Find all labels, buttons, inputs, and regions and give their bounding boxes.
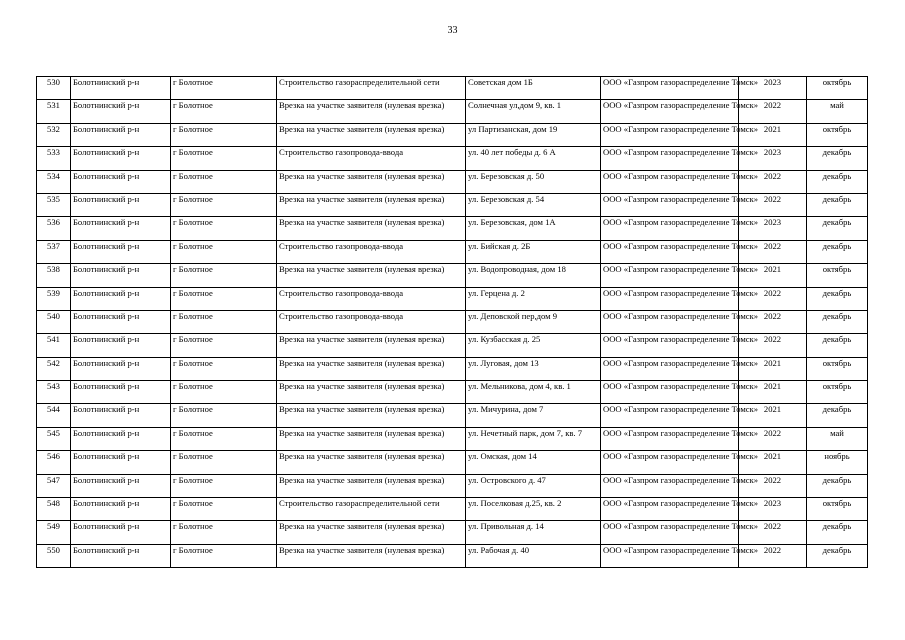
organization-cell: ООО «Газпром газораспределение Томск» <box>601 147 739 170</box>
district-cell: Болотнинский р-н <box>71 217 171 240</box>
organization-cell: ООО «Газпром газораспределение Томск» <box>601 77 739 100</box>
month-cell: декабрь <box>807 287 868 310</box>
month-cell: май <box>807 100 868 123</box>
month-cell: октябрь <box>807 357 868 380</box>
table-row <box>37 147 868 170</box>
row-number-cell: 532 <box>37 123 71 146</box>
row-number-cell: 544 <box>37 404 71 427</box>
city-cell: г Болотное <box>171 77 277 100</box>
city-cell: г Болотное <box>171 381 277 404</box>
organization-cell: ООО «Газпром газораспределение Томск» <box>601 404 739 427</box>
row-number-cell: 537 <box>37 240 71 263</box>
work-type-cell: Врезка на участке заявителя (нулевая врезка) <box>277 427 466 450</box>
month-cell: октябрь <box>807 381 868 404</box>
work-type-cell: Строительство газопровода-ввода <box>277 147 466 170</box>
district-cell: Болотнинский р-н <box>71 77 171 100</box>
row-number-cell: 547 <box>37 474 71 497</box>
month-cell: декабрь <box>807 193 868 216</box>
address-cell: ул. Кузбасская д. 25 <box>466 334 601 357</box>
year-cell: 2021 <box>739 357 807 380</box>
table-row <box>37 427 868 450</box>
city-cell: г Болотное <box>171 427 277 450</box>
row-number-cell: 542 <box>37 357 71 380</box>
work-type-cell: Строительство газопровода-ввода <box>277 310 466 333</box>
year-cell: 2022 <box>739 334 807 357</box>
district-cell: Болотнинский р-н <box>71 357 171 380</box>
work-type-cell: Врезка на участке заявителя (нулевая врезка) <box>277 170 466 193</box>
district-cell: Болотнинский р-н <box>71 264 171 287</box>
row-number-cell: 548 <box>37 498 71 521</box>
work-type-cell: Строительство газопровода-ввода <box>277 287 466 310</box>
work-type-cell: Врезка на участке заявителя (нулевая врезка) <box>277 193 466 216</box>
organization-cell: ООО «Газпром газораспределение Томск» <box>601 498 739 521</box>
work-type-cell: Врезка на участке заявителя (нулевая врезка) <box>277 100 466 123</box>
address-cell: Советская дом 1Б <box>466 77 601 100</box>
month-cell: ноябрь <box>807 451 868 474</box>
row-number-cell: 533 <box>37 147 71 170</box>
row-number-cell: 534 <box>37 170 71 193</box>
address-cell: ул. Рабочая д. 40 <box>466 544 601 567</box>
row-number-cell: 535 <box>37 193 71 216</box>
district-cell: Болотнинский р-н <box>71 404 171 427</box>
work-type-cell: Врезка на участке заявителя (нулевая врезка) <box>277 264 466 287</box>
table-row <box>37 264 868 287</box>
table-row <box>37 474 868 497</box>
city-cell: г Болотное <box>171 240 277 263</box>
work-type-cell: Врезка на участке заявителя (нулевая врезка) <box>277 357 466 380</box>
year-cell: 2023 <box>739 147 807 170</box>
month-cell: декабрь <box>807 147 868 170</box>
address-cell: ул. Герцена д. 2 <box>466 287 601 310</box>
address-cell: ул. 40 лет победы д. 6 А <box>466 147 601 170</box>
organization-cell: ООО «Газпром газораспределение Томск» <box>601 427 739 450</box>
row-number-cell: 550 <box>37 544 71 567</box>
address-cell: ул. Деповской пер,дом 9 <box>466 310 601 333</box>
month-cell: октябрь <box>807 264 868 287</box>
table-row <box>37 544 868 567</box>
city-cell: г Болотное <box>171 451 277 474</box>
table-row <box>37 123 868 146</box>
table-row <box>37 521 868 544</box>
city-cell: г Болотное <box>171 147 277 170</box>
year-cell: 2022 <box>739 100 807 123</box>
month-cell: декабрь <box>807 170 868 193</box>
year-cell: 2021 <box>739 404 807 427</box>
address-cell: ул Партизанская, дом 19 <box>466 123 601 146</box>
year-cell: 2022 <box>739 193 807 216</box>
organization-cell: ООО «Газпром газораспределение Томск» <box>601 264 739 287</box>
table-row <box>37 77 868 100</box>
address-cell: ул. Поселковая д.25, кв. 2 <box>466 498 601 521</box>
row-number-cell: 543 <box>37 381 71 404</box>
organization-cell: ООО «Газпром газораспределение Томск» <box>601 310 739 333</box>
address-cell: ул. Бийская д. 2Б <box>466 240 601 263</box>
district-cell: Болотнинский р-н <box>71 310 171 333</box>
city-cell: г Болотное <box>171 544 277 567</box>
table-row <box>37 217 868 240</box>
year-cell: 2023 <box>739 217 807 240</box>
year-cell: 2022 <box>739 427 807 450</box>
table-row <box>37 334 868 357</box>
year-cell: 2022 <box>739 544 807 567</box>
year-cell: 2023 <box>739 77 807 100</box>
address-cell: ул. Березовская, дом 1А <box>466 217 601 240</box>
year-cell: 2023 <box>739 498 807 521</box>
year-cell: 2022 <box>739 287 807 310</box>
city-cell: г Болотное <box>171 287 277 310</box>
work-type-cell: Строительство газопровода-ввода <box>277 240 466 263</box>
year-cell: 2022 <box>739 240 807 263</box>
page-number: 33 <box>447 25 458 36</box>
organization-cell: ООО «Газпром газораспределение Томск» <box>601 521 739 544</box>
year-cell: 2022 <box>739 474 807 497</box>
work-type-cell: Врезка на участке заявителя (нулевая врезка) <box>277 217 466 240</box>
month-cell: декабрь <box>807 404 868 427</box>
work-type-cell: Врезка на участке заявителя (нулевая врезка) <box>277 521 466 544</box>
organization-cell: ООО «Газпром газораспределение Томск» <box>601 287 739 310</box>
month-cell: декабрь <box>807 521 868 544</box>
work-type-cell: Врезка на участке заявителя (нулевая врезка) <box>277 404 466 427</box>
row-number-cell: 545 <box>37 427 71 450</box>
address-cell: ул. Нечетный парк, дом 7, кв. 7 <box>466 427 601 450</box>
row-number-cell: 530 <box>37 77 71 100</box>
year-cell: 2021 <box>739 381 807 404</box>
table-row <box>37 310 868 333</box>
row-number-cell: 531 <box>37 100 71 123</box>
district-cell: Болотнинский р-н <box>71 334 171 357</box>
city-cell: г Болотное <box>171 217 277 240</box>
year-cell: 2022 <box>739 521 807 544</box>
work-type-cell: Строительство газораспределительной сети <box>277 77 466 100</box>
organization-cell: ООО «Газпром газораспределение Томск» <box>601 381 739 404</box>
work-type-cell: Врезка на участке заявителя (нулевая врезка) <box>277 381 466 404</box>
district-cell: Болотнинский р-н <box>71 170 171 193</box>
district-cell: Болотнинский р-н <box>71 427 171 450</box>
month-cell: декабрь <box>807 334 868 357</box>
table-row <box>37 498 868 521</box>
organization-cell: ООО «Газпром газораспределение Томск» <box>601 240 739 263</box>
month-cell: декабрь <box>807 217 868 240</box>
row-number-cell: 541 <box>37 334 71 357</box>
city-cell: г Болотное <box>171 357 277 380</box>
month-cell: декабрь <box>807 474 868 497</box>
district-cell: Болотнинский р-н <box>71 193 171 216</box>
year-cell: 2022 <box>739 170 807 193</box>
table-row <box>37 381 868 404</box>
month-cell: октябрь <box>807 77 868 100</box>
district-cell: Болотнинский р-н <box>71 147 171 170</box>
data-table <box>36 76 868 568</box>
month-cell: май <box>807 427 868 450</box>
city-cell: г Болотное <box>171 170 277 193</box>
organization-cell: ООО «Газпром газораспределение Томск» <box>601 357 739 380</box>
table-row <box>37 193 868 216</box>
organization-cell: ООО «Газпром газораспределение Томск» <box>601 334 739 357</box>
row-number-cell: 549 <box>37 521 71 544</box>
district-cell: Болотнинский р-н <box>71 123 171 146</box>
work-type-cell: Врезка на участке заявителя (нулевая врезка) <box>277 334 466 357</box>
row-number-cell: 538 <box>37 264 71 287</box>
district-cell: Болотнинский р-н <box>71 544 171 567</box>
month-cell: декабрь <box>807 544 868 567</box>
organization-cell: ООО «Газпром газораспределение Томск» <box>601 100 739 123</box>
work-type-cell: Строительство газораспределительной сети <box>277 498 466 521</box>
address-cell: ул. Березовская д. 54 <box>466 193 601 216</box>
table-row <box>37 100 868 123</box>
table-row <box>37 170 868 193</box>
city-cell: г Болотное <box>171 193 277 216</box>
table-row <box>37 451 868 474</box>
district-cell: Болотнинский р-н <box>71 381 171 404</box>
district-cell: Болотнинский р-н <box>71 451 171 474</box>
city-cell: г Болотное <box>171 264 277 287</box>
district-cell: Болотнинский р-н <box>71 240 171 263</box>
city-cell: г Болотное <box>171 310 277 333</box>
address-cell: Солнечная ул,дом 9, кв. 1 <box>466 100 601 123</box>
district-cell: Болотнинский р-н <box>71 287 171 310</box>
address-cell: ул. Мичурина, дом 7 <box>466 404 601 427</box>
month-cell: октябрь <box>807 123 868 146</box>
city-cell: г Болотное <box>171 123 277 146</box>
organization-cell: ООО «Газпром газораспределение Томск» <box>601 544 739 567</box>
table-row <box>37 404 868 427</box>
table-row <box>37 240 868 263</box>
address-cell: ул. Привольная д. 14 <box>466 521 601 544</box>
row-number-cell: 539 <box>37 287 71 310</box>
work-type-cell: Врезка на участке заявителя (нулевая врезка) <box>277 474 466 497</box>
work-type-cell: Врезка на участке заявителя (нулевая врезка) <box>277 451 466 474</box>
row-number-cell: 540 <box>37 310 71 333</box>
month-cell: октябрь <box>807 498 868 521</box>
city-cell: г Болотное <box>171 474 277 497</box>
organization-cell: ООО «Газпром газораспределение Томск» <box>601 170 739 193</box>
address-cell: ул. Мельникова, дом 4, кв. 1 <box>466 381 601 404</box>
table-row <box>37 287 868 310</box>
organization-cell: ООО «Газпром газораспределение Томск» <box>601 451 739 474</box>
month-cell: декабрь <box>807 310 868 333</box>
year-cell: 2022 <box>739 310 807 333</box>
month-cell: декабрь <box>807 240 868 263</box>
address-cell: ул. Омская, дом 14 <box>466 451 601 474</box>
district-cell: Болотнинский р-н <box>71 100 171 123</box>
work-type-cell: Врезка на участке заявителя (нулевая врезка) <box>277 544 466 567</box>
row-number-cell: 546 <box>37 451 71 474</box>
organization-cell: ООО «Газпром газораспределение Томск» <box>601 217 739 240</box>
city-cell: г Болотное <box>171 100 277 123</box>
city-cell: г Болотное <box>171 521 277 544</box>
district-cell: Болотнинский р-н <box>71 474 171 497</box>
table-row <box>37 357 868 380</box>
address-cell: ул. Островского д. 47 <box>466 474 601 497</box>
district-cell: Болотнинский р-н <box>71 498 171 521</box>
organization-cell: ООО «Газпром газораспределение Томск» <box>601 193 739 216</box>
city-cell: г Болотное <box>171 334 277 357</box>
city-cell: г Болотное <box>171 498 277 521</box>
work-type-cell: Врезка на участке заявителя (нулевая врезка) <box>277 123 466 146</box>
address-cell: ул. Луговая, дом 13 <box>466 357 601 380</box>
address-cell: ул. Березовская д. 50 <box>466 170 601 193</box>
year-cell: 2021 <box>739 264 807 287</box>
year-cell: 2021 <box>739 123 807 146</box>
district-cell: Болотнинский р-н <box>71 521 171 544</box>
organization-cell: ООО «Газпром газораспределение Томск» <box>601 474 739 497</box>
year-cell: 2021 <box>739 451 807 474</box>
address-cell: ул. Водопроводная, дом 18 <box>466 264 601 287</box>
organization-cell: ООО «Газпром газораспределение Томск» <box>601 123 739 146</box>
city-cell: г Болотное <box>171 404 277 427</box>
row-number-cell: 536 <box>37 217 71 240</box>
